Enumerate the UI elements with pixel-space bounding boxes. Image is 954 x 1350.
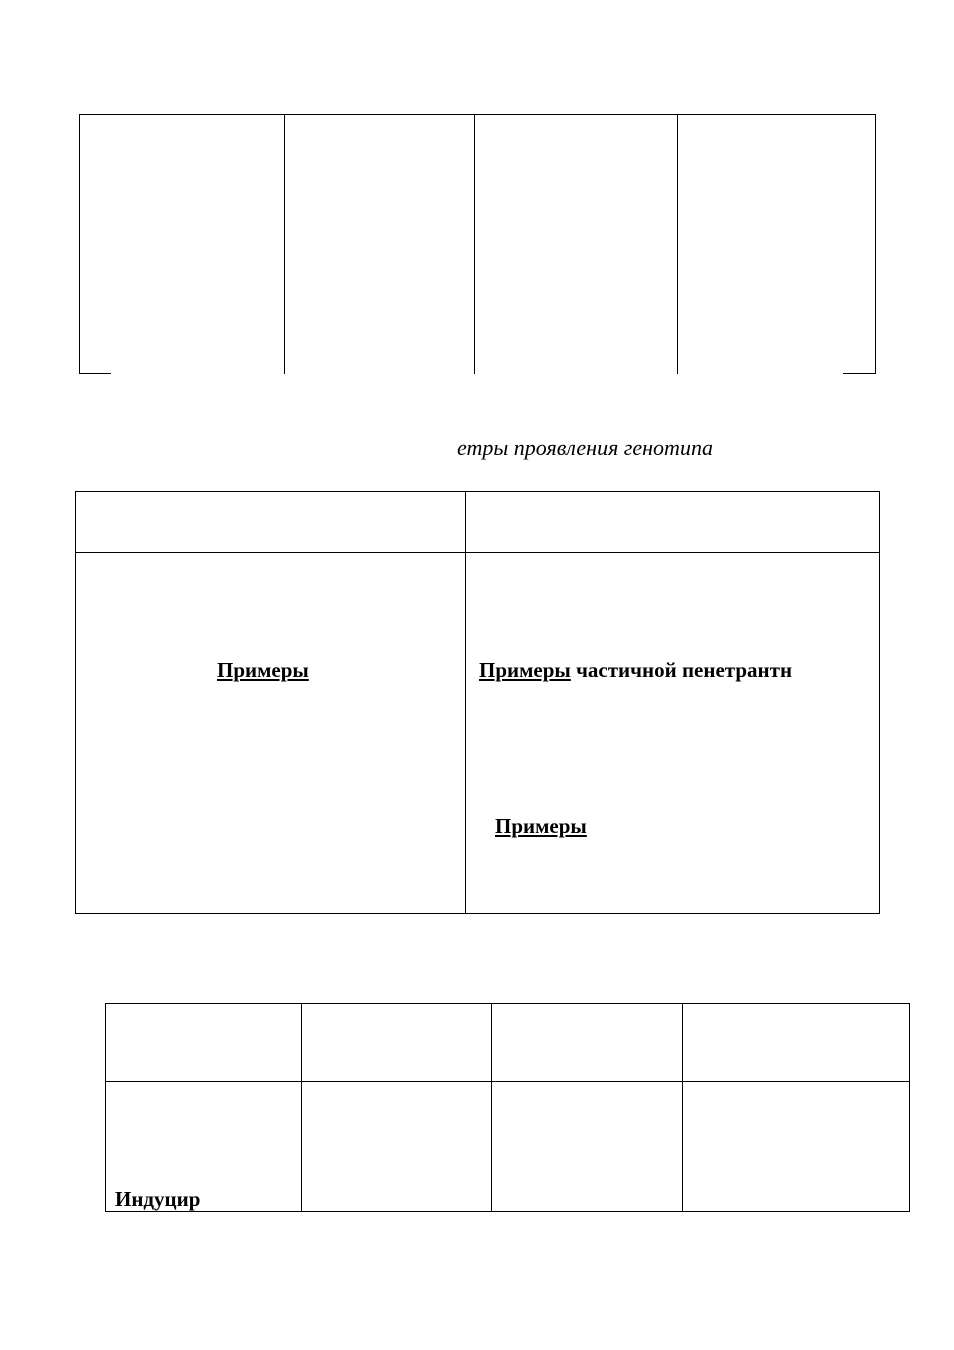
middle-table-top-border	[75, 491, 880, 492]
left-examples-label: Примеры	[217, 658, 309, 682]
bottom-table-divider-2	[491, 1003, 492, 1212]
top-table-bottom-right-stub	[843, 373, 876, 374]
top-table-right-border	[875, 114, 876, 374]
right-examples-line	[479, 658, 792, 682]
middle-table-row-divider	[75, 552, 880, 553]
bottom-table-divider-3	[682, 1003, 683, 1212]
top-table-top-border	[79, 114, 876, 115]
top-table-bottom-left-stub	[79, 373, 111, 374]
right-examples-rest: частичной пенетрантн	[570, 658, 793, 682]
top-table-divider-1	[284, 114, 285, 374]
bottom-table-cell-text: Индуцир	[115, 1187, 201, 1211]
bottom-table-left-border	[105, 1003, 106, 1212]
middle-table-col-divider	[465, 491, 466, 914]
bottom-table-row-divider	[105, 1081, 910, 1082]
right-examples-label-2: Примеры	[495, 814, 587, 838]
middle-table-left-border	[75, 491, 76, 914]
top-table-divider-3	[677, 114, 678, 374]
bottom-table-bottom-border	[105, 1211, 910, 1212]
right-examples-label: Примеры	[479, 658, 571, 682]
top-table-left-border	[79, 114, 80, 374]
top-table-divider-2	[474, 114, 475, 374]
section-caption: етры проявления генотипа	[457, 435, 713, 460]
middle-table-bottom-border	[75, 913, 880, 914]
bottom-table-right-border	[909, 1003, 910, 1212]
middle-table-right-border	[879, 491, 880, 914]
bottom-table-top-border	[105, 1003, 910, 1004]
bottom-table-divider-1	[301, 1003, 302, 1212]
